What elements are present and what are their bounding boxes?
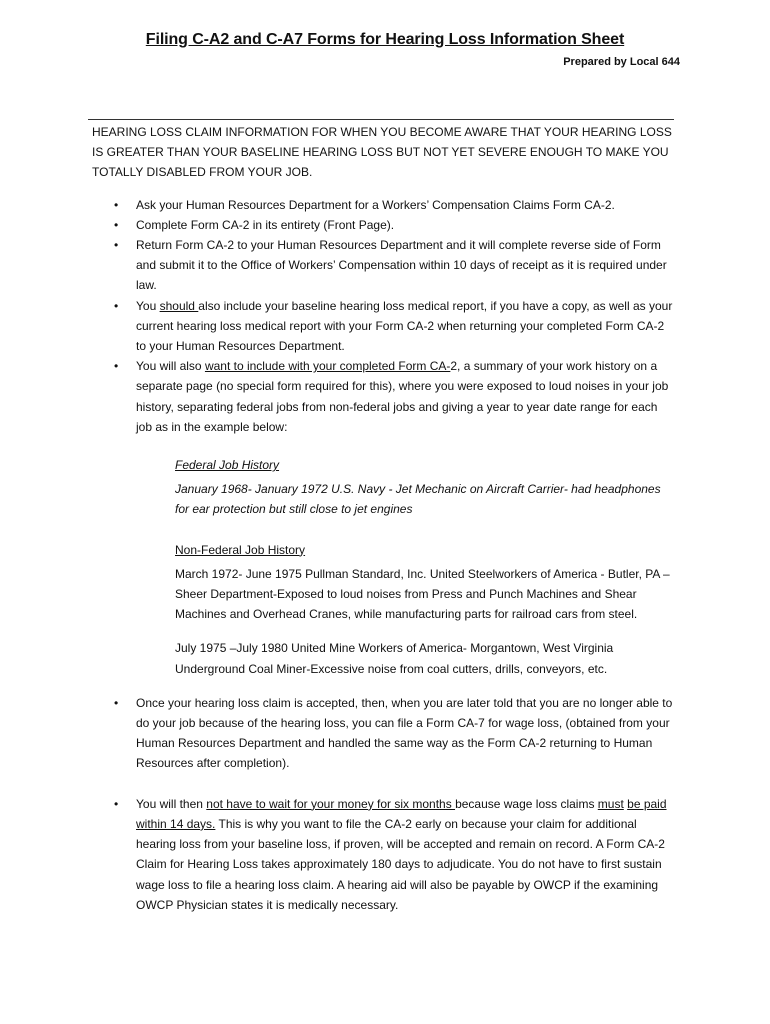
document-body (92, 122, 676, 915)
list-item-text: Ask your Human Resources Department for a Workers’ Compensation Claims Form CA-2. (136, 197, 615, 212)
list-item (92, 235, 676, 296)
underlined-text: be paid within 14 days. (136, 796, 667, 831)
underlined-text: not have to wait for your money for six months (206, 796, 456, 811)
list-item-text: Complete Form CA-2 in its entirety (Front Page). (136, 217, 395, 232)
bullet-icon: • (114, 695, 119, 710)
federal-job-entry: January 1968- January 1972 U.S. Navy - Jet Mechanic on Aircraft Carrier- had headphones for ear protection but still close to jet engines (175, 482, 661, 517)
list-item-text-rest: This is why you want to file the CA-2 early on because your claim for additional hearing loss from your baseline loss, if proven, will be accepted and remain on record. A Form CA-2 Claim for Hearing Loss takes approximately 180 days to adjudicate. You do not have to first sustain wage loss to file a hearing loss claim. A hearing aid will also be payable by OWCP if the examining OWCP Physician states it is medically necessary. (136, 816, 665, 912)
list-item (92, 215, 676, 235)
horizontal-rule (88, 119, 674, 120)
list-item-text: Return Form CA-2 to your Human Resources Department and it will complete reverse side of Form and submit it to the Office of Workers’ Compensation within 10 days of receipt as it is required under law. (136, 238, 667, 293)
prepared-by: Prepared by Local 644 (563, 56, 680, 68)
bullet-icon: • (114, 197, 119, 212)
list-item-text-rest: also include your baseline hearing loss medical report, if you have a copy, as well as your current hearing loss medical report with your Form CA-2 when returning your completed Form CA-2 to your Human Resources Department. (136, 298, 673, 354)
federal-job-history-heading: Federal Job History (175, 458, 280, 473)
list-item-text-start: You will then (136, 796, 207, 811)
instruction-list-continued (92, 693, 676, 915)
list-item-text-rest: 2, a summary of your work history on a separate page (no special form required for this), where you were exposed to loud noises in your job history, separating federal jobs from non-federal jobs and giving a year to year date range for each job as in the example below: (136, 359, 669, 434)
underlined-text: should (159, 298, 199, 313)
bullet-icon: • (114, 298, 119, 313)
list-item (92, 693, 676, 774)
list-item-text-start: You (136, 298, 160, 313)
nonfederal-job-history-heading: Non-Federal Job History (175, 542, 306, 557)
bullet-icon: • (114, 238, 119, 253)
nonfederal-job-entry: March 1972- June 1975 Pullman Standard, Inc. United Steelworkers of America - Butler, PA – Sheer Department-Exposed to loud noises from Press and Punch Machines and Shear Machines and Overhead Cranes, while manufacturing parts for railroad cars from steel. (175, 566, 670, 622)
list-item-text-middle: because wage loss claims (455, 796, 598, 811)
bullet-icon: • (114, 359, 119, 374)
spacer (92, 774, 676, 794)
list-item (92, 296, 676, 357)
underlined-text: must (597, 796, 624, 811)
bullet-icon: • (114, 217, 119, 232)
list-item (92, 195, 676, 215)
job-history-examples (175, 455, 675, 679)
spacer (92, 679, 676, 693)
bullet-icon: • (114, 796, 119, 811)
list-item-text: Once your hearing loss claim is accepted, then, when you are later told that you are no longer able to do your job because of the hearing loss, you can file a Form CA-7 for wage loss, (obtained from your Human Resources Department and handled the same way as the Form CA-2 returning to Human Resources after completion). (136, 695, 673, 771)
instruction-list (92, 195, 676, 437)
list-item (92, 794, 676, 915)
intro-paragraph: HEARING LOSS CLAIM INFORMATION FOR WHEN YOU BECOME AWARE THAT YOUR HEARING LOSS IS GREATER THAN YOUR BASELINE HEARING LOSS BUT NOT YET SEVERE ENOUGH TO MAKE YOU TOTALLY DISABLED FROM YOUR JOB. (92, 125, 672, 180)
document-title: Filing C-A2 and C-A7 Forms for Hearing Loss Information Sheet (145, 31, 625, 48)
list-item (92, 356, 676, 437)
list-item-text-start: You will also (136, 359, 205, 374)
nonfederal-job-entry: July 1975 –July 1980 United Mine Workers of America- Morgantown, West Virginia Underground Coal Miner-Excessive noise from coal cutters, drills, conveyors, etc. (175, 641, 614, 676)
underlined-text: want to include with your completed Form CA- (204, 359, 451, 374)
